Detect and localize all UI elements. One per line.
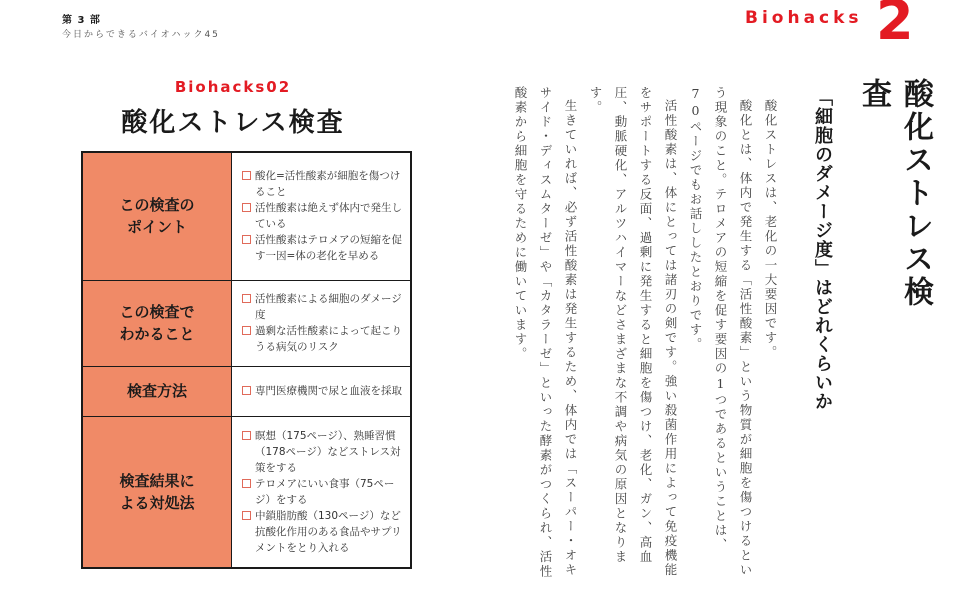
table-row [82,366,411,416]
checklist-item: 酸化=活性酸素が細胞を傷つけること [242,168,402,200]
body-paragraph: 酸化ストレスは、老化の一大要因です。 [763,98,778,360]
checklist-item: 活性酸素による細胞のダメージ度 [242,291,402,323]
checklist-item: 専門医療機関で尿と血液を採取 [242,383,402,399]
body-paragraph: 生きていれば、必ず活性酸素は発生するため、体内では「スーパー・オキサイド・ディスムターゼ」や「カタラーゼ」といった酵素がつくられ、活性酸素から細胞を守るために働いています。 [513,86,578,579]
row-body [232,280,412,366]
article-title: 酸化ストレス検査 [856,78,933,309]
body-paragraph: 活性酸素は、体にとっては諸刃の剣です。強い殺菌作用によって免疫機能をサポートする反面、過剰に発生すると細胞を傷つけ、老化、ガン、高血圧、動脈硬化、アルツハイマーなどさまざまな不調や病気の原因となります。 [588,86,678,577]
checkbox-icon [242,326,251,335]
checkbox-icon [242,203,251,212]
row-heading-line: この検査で わかること [119,303,195,343]
checkbox-icon [242,511,251,520]
checklist-item: テロメアにいい食事（75ページ）をする [242,476,402,508]
table-row [82,416,411,568]
row-heading [82,416,232,568]
checklist-item: 中鎖脂肪酸（130ページ）など抗酸化作用のある食品やサプリメントをとり入れる [242,508,402,556]
row-body [232,366,412,416]
row-heading-line: 検査方法 [126,382,187,400]
table-row [82,280,411,366]
row-heading [82,366,232,416]
article-body [513,86,783,586]
exam-info-table [81,151,412,569]
row-heading [82,152,232,280]
checklist-item: 瞑想（175ページ）、熟睡習慣（178ページ）などストレス対策をする [242,428,402,476]
row-heading [82,280,232,366]
row-body [232,416,412,568]
checkbox-icon [242,386,251,395]
row-body [232,152,412,280]
checkbox-icon [242,431,251,440]
checkbox-icon [242,294,251,303]
table-row [82,152,411,280]
body-paragraph: 酸化とは、体内で発生する「活性酸素」という物質が細胞を傷つけるという現象のこと。テロメアの短縮を促す要因の1つであるということは、70ページでもお話ししたとおりです。 [688,86,753,577]
section-title: 酸化ストレス検査 [121,108,345,138]
checklist-item: 活性酸素は絶えず体内で発生している [242,200,402,232]
biohacks-label: Biohacks [745,8,863,28]
section-code: Biohacks02 [174,78,292,96]
part-label: 第 3 部 [62,15,101,26]
row-heading-line: 検査結果に よる対処法 [119,471,195,512]
biohacks-number: 2 [876,0,914,52]
running-header: 今日からできるバイオハック45 [62,30,220,40]
checklist-item: 活性酸素はテロメアの短縮を促す一因=体の老化を早める [242,232,402,264]
checkbox-icon [242,479,251,488]
article-subtitle: 「細胞のダメージ度」はどれくらいか [812,88,833,411]
row-heading-line: この検査の ポイント [119,196,195,237]
checklist-item: 過剰な活性酸素によって起こりうる病気のリスク [242,323,402,355]
checkbox-icon [242,235,251,244]
checkbox-icon [242,171,251,180]
